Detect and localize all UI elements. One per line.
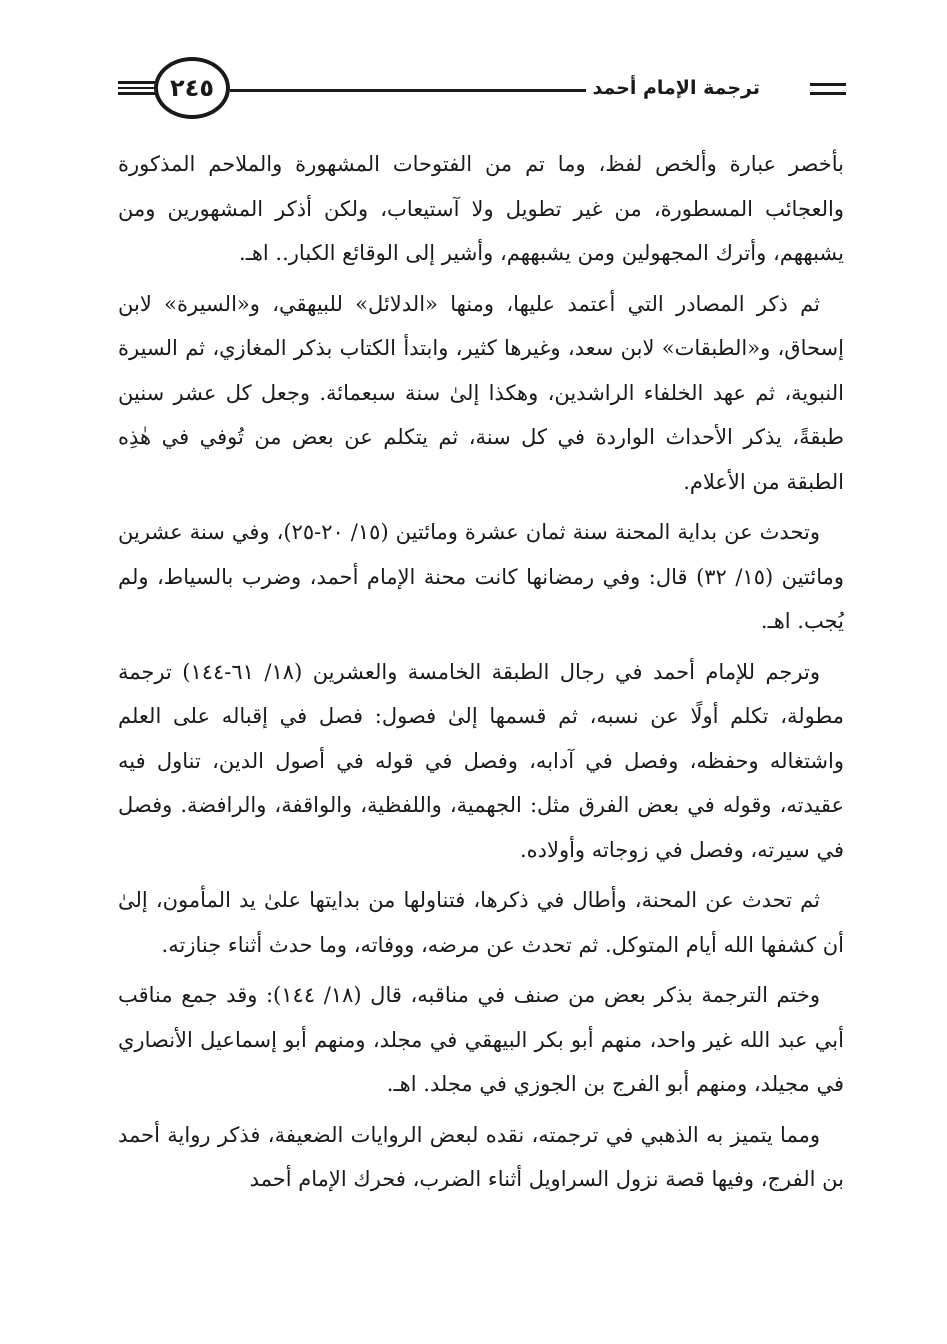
body-text <box>118 142 844 1208</box>
paragraph-6: وختم الترجمة بذكر بعض من صنف في مناقبه، قال (١٨/ ١٤٤): وقد جمع مناقب أبي عبد الله غير واحد، منهم أبو بكر البيهقي في مجلد، ومنهم أبو إسماعيل الأنصاري في مجيلد، ومنهم أبو الفرج بن الجوزي في مجلد. اهـ. <box>118 983 844 1096</box>
page-number-badge <box>154 57 230 119</box>
paragraph-2: ثم ذكر المصادر التي أعتمد عليها، ومنها «الدلائل» للبيهقي، و«السيرة» لابن إسحاق، و«الطبقات» لابن سعد، وغيرها كثير، وابتدأ الكتاب بذكر المغازي، ثم السيرة النبوية، ثم عهد الخلفاء الراشدين، وهكذا إلىٰ سنة سبعمائة. وجعل كل عشر سنين طبقةً، يذكر الأحداث الواردة في كل سنة، ثم يتكلم عن بعض من تُوفي في هٰذِه الطبقة من الأعلام. <box>118 291 844 494</box>
paragraph-1: بأخصر عبارة وألخص لفظ، وما تم من الفتوحات المشهورة والملاحم المذكورة والعجائب المسطورة، من غير تطويل ولا آستيعاب، ولكن أذكر المشهورين ومن يشبههم، وأترك المجهولين ومن يشبههم، وأشير إلى الوقائع الكبار.. اهـ. <box>118 152 844 265</box>
paragraph-3: وتحدث عن بداية المحنة سنة ثمان عشرة ومائتين (١٥/ ٢٠-٢٥)، وفي سنة عشرين ومائتين (١٥/ ٣٢) قال: وفي رمضانها كانت محنة الإمام أحمد، وضرب بالسياط، ولم يُجب. اهـ. <box>118 520 844 633</box>
paragraph-5: ثم تحدث عن المحنة، وأطال في ذكرها، فتناولها من بدايتها علىٰ يد المأمون، إلىٰ أن كشفها الله أيام المتوكل. ثم تحدث عن مرضه، ووفاته، وما حدث أثناء جنازته. <box>118 888 844 957</box>
page-number: ٢٤٥ <box>170 74 214 102</box>
header-rule-right <box>810 83 846 95</box>
running-title: ترجمة الإمام أحمد <box>586 73 766 103</box>
paragraph-4: وترجم للإمام أحمد في رجال الطبقة الخامسة والعشرين (١٨/ ٦١-١٤٤) ترجمة مطولة، تكلم أولًا عن نسبه، ثم قسمها إلىٰ فصول: فصل في إقباله على العلم واشتغاله وحفظه، وفصل في آدابه، وفصل في قوله في أصول الدين، تناول فيه عقيدته، وقوله في بعض الفرق مثل: الجهمية، واللفظية، والواقفة، والرافضة. وفصل في سيرته، وفصل في زوجاته وأولاده. <box>118 659 844 862</box>
page-header <box>118 55 848 125</box>
paragraph-7: ومما يتميز به الذهبي في ترجمته، نقده لبعض الروايات الضعيفة، فذكر رواية أحمد بن الفرج، وفيها قصة نزول السراويل أثناء الضرب، فحرك الإمام أحمد <box>118 1122 844 1191</box>
